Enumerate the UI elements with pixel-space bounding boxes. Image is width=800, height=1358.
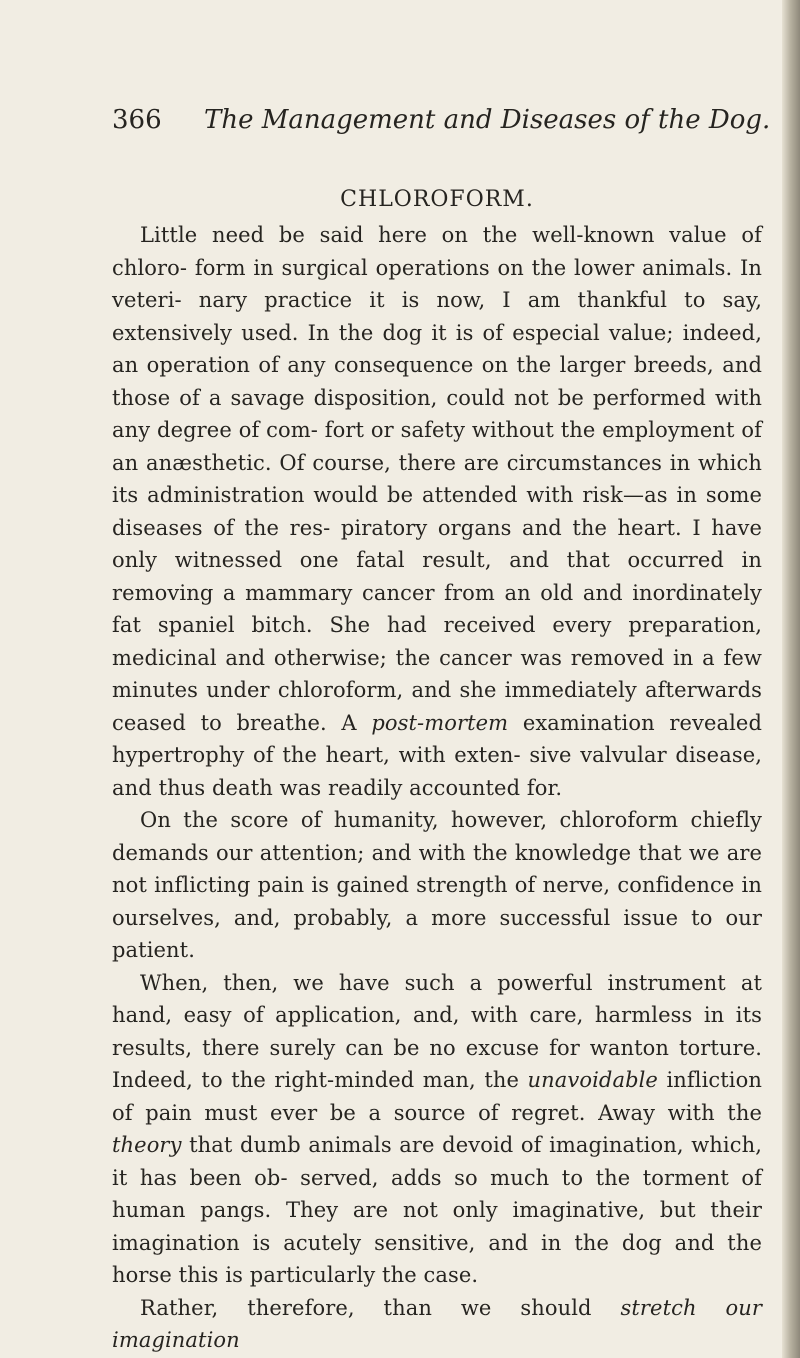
paragraph-4: Rather, therefore, than we should stretch our imagination [112,1295,763,1352]
page-number: 366 [112,105,162,135]
book-page [112,100,771,1357]
paragraph-3: When, then, we have such a powerful instrument at hand, easy of application, and, with care, harmless in its results, there surely can be no excuse for wanton torture. Indeed, to the right-minded man, the unavoidable infliction of pain must ever be a source of regret. Away with the theory that dumb animals are devoid of imagination, which, it has been ob- served, adds so much to the torment of human pangs. They are not only imaginative, but their imagination is acutely sensitive, and in the dog and the horse this is particularly the case. [112,970,762,1287]
running-head [112,100,771,140]
section-title: CHLOROFORM. [340,187,534,212]
page-edge-shadow [782,0,800,1358]
running-title: The Management and Diseases of the Dog. [204,105,771,135]
paragraph-1: Little need be said here on the well-known value of chloro- form in surgical operations on the lower animals. In veteri- nary practice it is now, I am thankful to say, extensively used. In the dog it is of especial value; indeed, an operation of any consequence on the larger breeds, and those of a savage disposition, could not be performed with any degree of com- fort or safety without the employment of an anæsthetic. Of course, there are circumstances in which its administration would be attended with risk—as in some diseases of the res- piratory organs and the heart. I have only witnessed one fatal result, and that occurred in removing a mammary cancer from an old and inordinately fat spaniel bitch. She had received every preparation, medicinal and otherwise; the cancer was removed in a few minutes under chloroform, and she immediately afterwards ceased to breathe. A post-mortem examination revealed hypertrophy of the heart, with exten- sive valvular disease, and thus death was readily accounted for. [112,223,762,800]
body-text [112,219,762,1357]
paragraph-2: On the score of humanity, however, chloroform chiefly demands our attention; and with the knowledge that we are not inflicting pain is gained strength of nerve, confidence in ourselves, and, probably, a more successful issue to our patient. [112,808,762,962]
